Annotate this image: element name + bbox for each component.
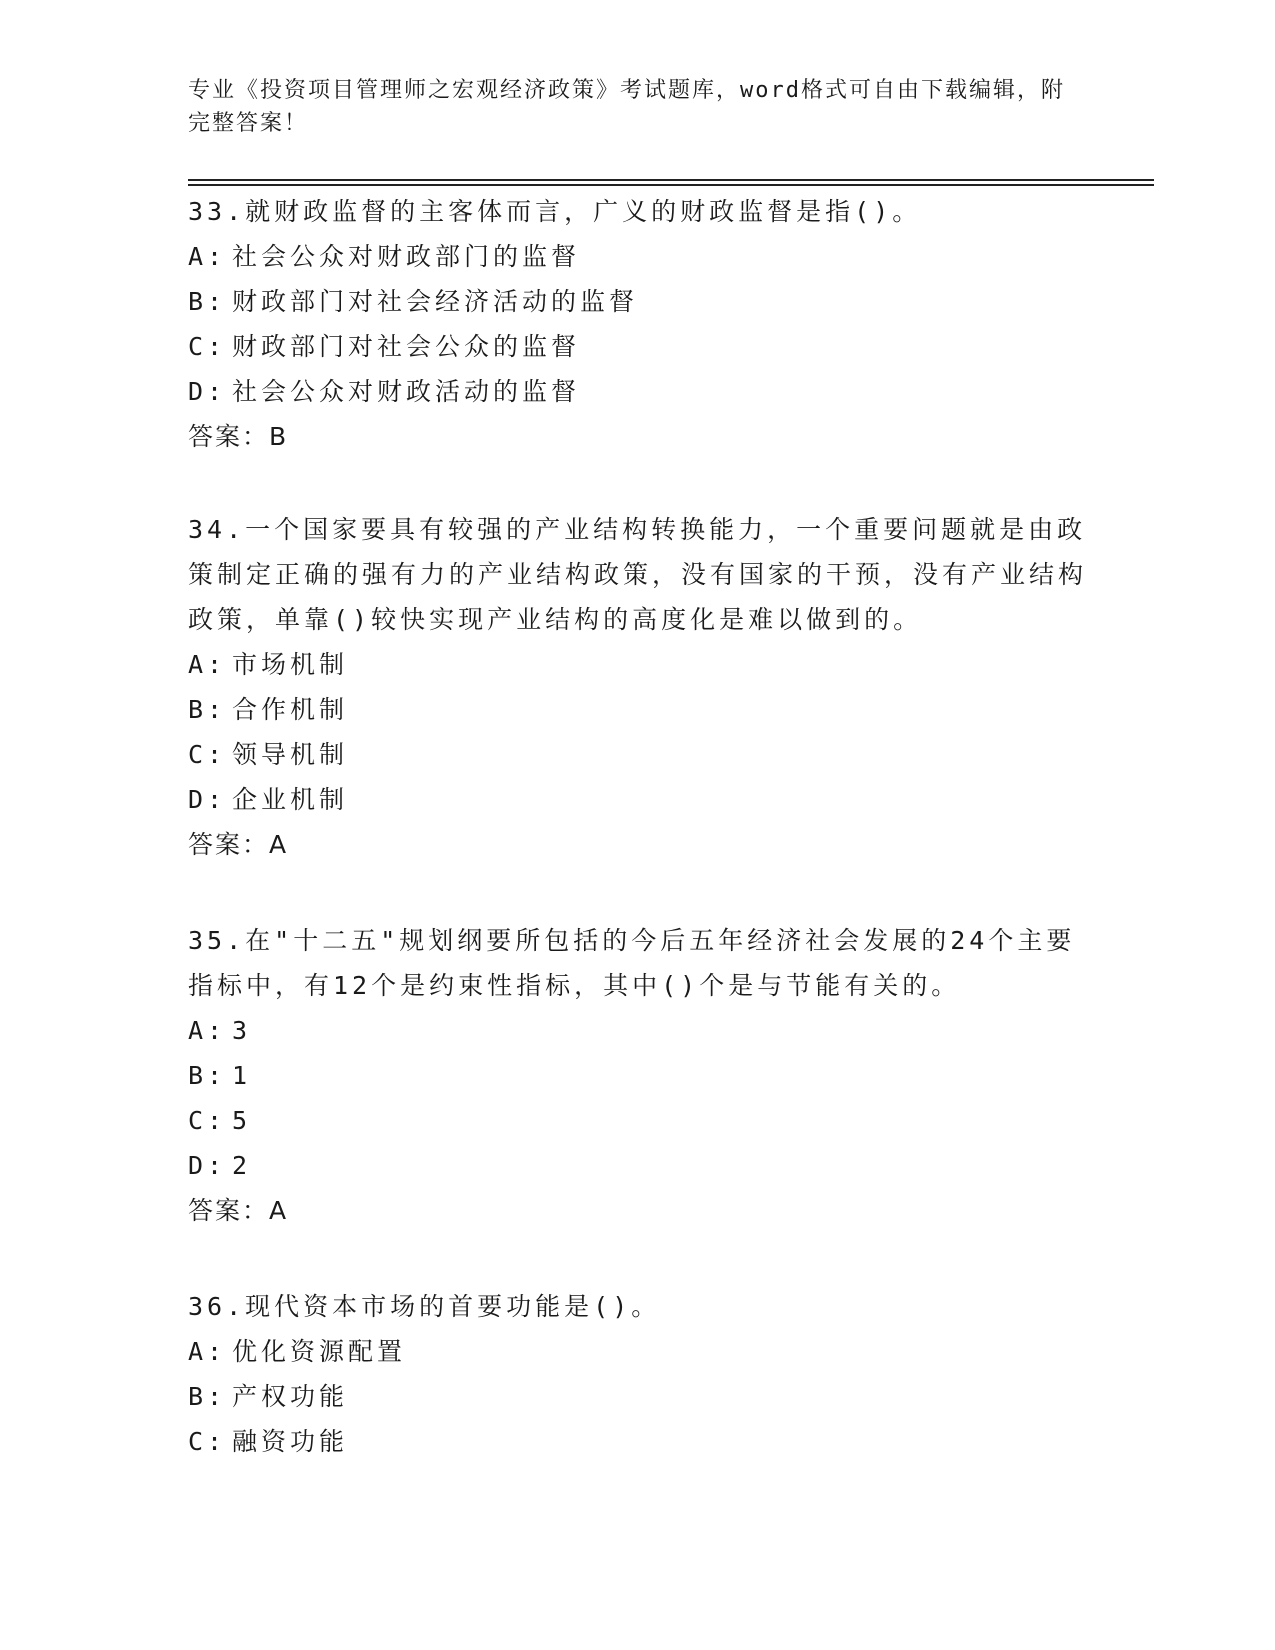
option-a	[188, 1008, 1088, 1053]
option-text: 2	[232, 1151, 252, 1180]
question-33	[188, 189, 1088, 460]
question-stem: 36.现代资本市场的首要功能是()。	[188, 1292, 661, 1321]
option-b	[188, 687, 1088, 732]
option-text: 财政部门对社会公众的监督	[232, 332, 581, 361]
option-text: 优化资源配置	[232, 1337, 407, 1366]
option-key: C:	[188, 1427, 227, 1456]
option-key: A:	[188, 242, 227, 271]
option-b	[188, 279, 1088, 324]
option-c	[188, 1419, 1088, 1464]
option-key: B:	[188, 287, 227, 316]
option-a	[188, 234, 1088, 279]
option-key: B:	[188, 1061, 227, 1090]
option-text: 合作机制	[232, 695, 349, 724]
option-c	[188, 732, 1088, 777]
option-b	[188, 1053, 1088, 1098]
option-text: 3	[232, 1016, 252, 1045]
question-stem: 33.就财政监督的主客体而言，广义的财政监督是指()。	[188, 197, 922, 226]
option-text: 社会公众对财政部门的监督	[232, 242, 581, 271]
document-header: 专业《投资项目管理师之宏观经济政策》考试题库，word格式可自由下载编辑，附完整答案！	[188, 78, 1065, 136]
option-key: A:	[188, 1337, 227, 1366]
header-divider-bottom	[188, 184, 1154, 186]
option-text: 1	[232, 1061, 252, 1090]
option-text: 财政部门对社会经济活动的监督	[232, 287, 639, 316]
option-key: C:	[188, 1106, 227, 1135]
header-divider-top	[188, 179, 1154, 181]
option-text: 融资功能	[232, 1427, 349, 1456]
option-d	[188, 1143, 1088, 1188]
option-text: 5	[232, 1106, 252, 1135]
option-a	[188, 642, 1088, 687]
question-34	[188, 507, 1088, 868]
option-key: B:	[188, 1382, 227, 1411]
question-stem: 35.在"十二五"规划纲要所包括的今后五年经济社会发展的24个主要指标中，有12个是约束性指标，其中()个是与节能有关的。	[188, 926, 1076, 1000]
option-key: D:	[188, 377, 227, 406]
option-d	[188, 369, 1088, 414]
question-stem: 34.一个国家要具有较强的产业结构转换能力，一个重要问题就是由政策制定正确的强有力的产业结构政策，没有国家的干预，没有产业结构政策，单靠()较快实现产业结构的高度化是难以做到的。	[188, 515, 1088, 634]
option-c	[188, 1098, 1088, 1143]
option-d	[188, 777, 1088, 822]
option-key: C:	[188, 332, 227, 361]
option-b	[188, 1374, 1088, 1419]
option-key: B:	[188, 695, 227, 724]
option-a	[188, 1329, 1088, 1374]
option-text: 企业机制	[232, 785, 349, 814]
option-c	[188, 324, 1088, 369]
option-key: A:	[188, 650, 227, 679]
answer-line: 答案：A	[188, 830, 289, 859]
option-key: A:	[188, 1016, 227, 1045]
question-35	[188, 918, 1088, 1234]
option-key: D:	[188, 1151, 227, 1180]
question-36	[188, 1284, 1088, 1464]
option-text: 产权功能	[232, 1382, 349, 1411]
option-text: 领导机制	[232, 740, 349, 769]
option-key: D:	[188, 785, 227, 814]
option-text: 市场机制	[232, 650, 349, 679]
answer-line: 答案：B	[188, 422, 289, 451]
answer-line: 答案：A	[188, 1196, 289, 1225]
option-text: 社会公众对财政活动的监督	[232, 377, 581, 406]
option-key: C:	[188, 740, 227, 769]
